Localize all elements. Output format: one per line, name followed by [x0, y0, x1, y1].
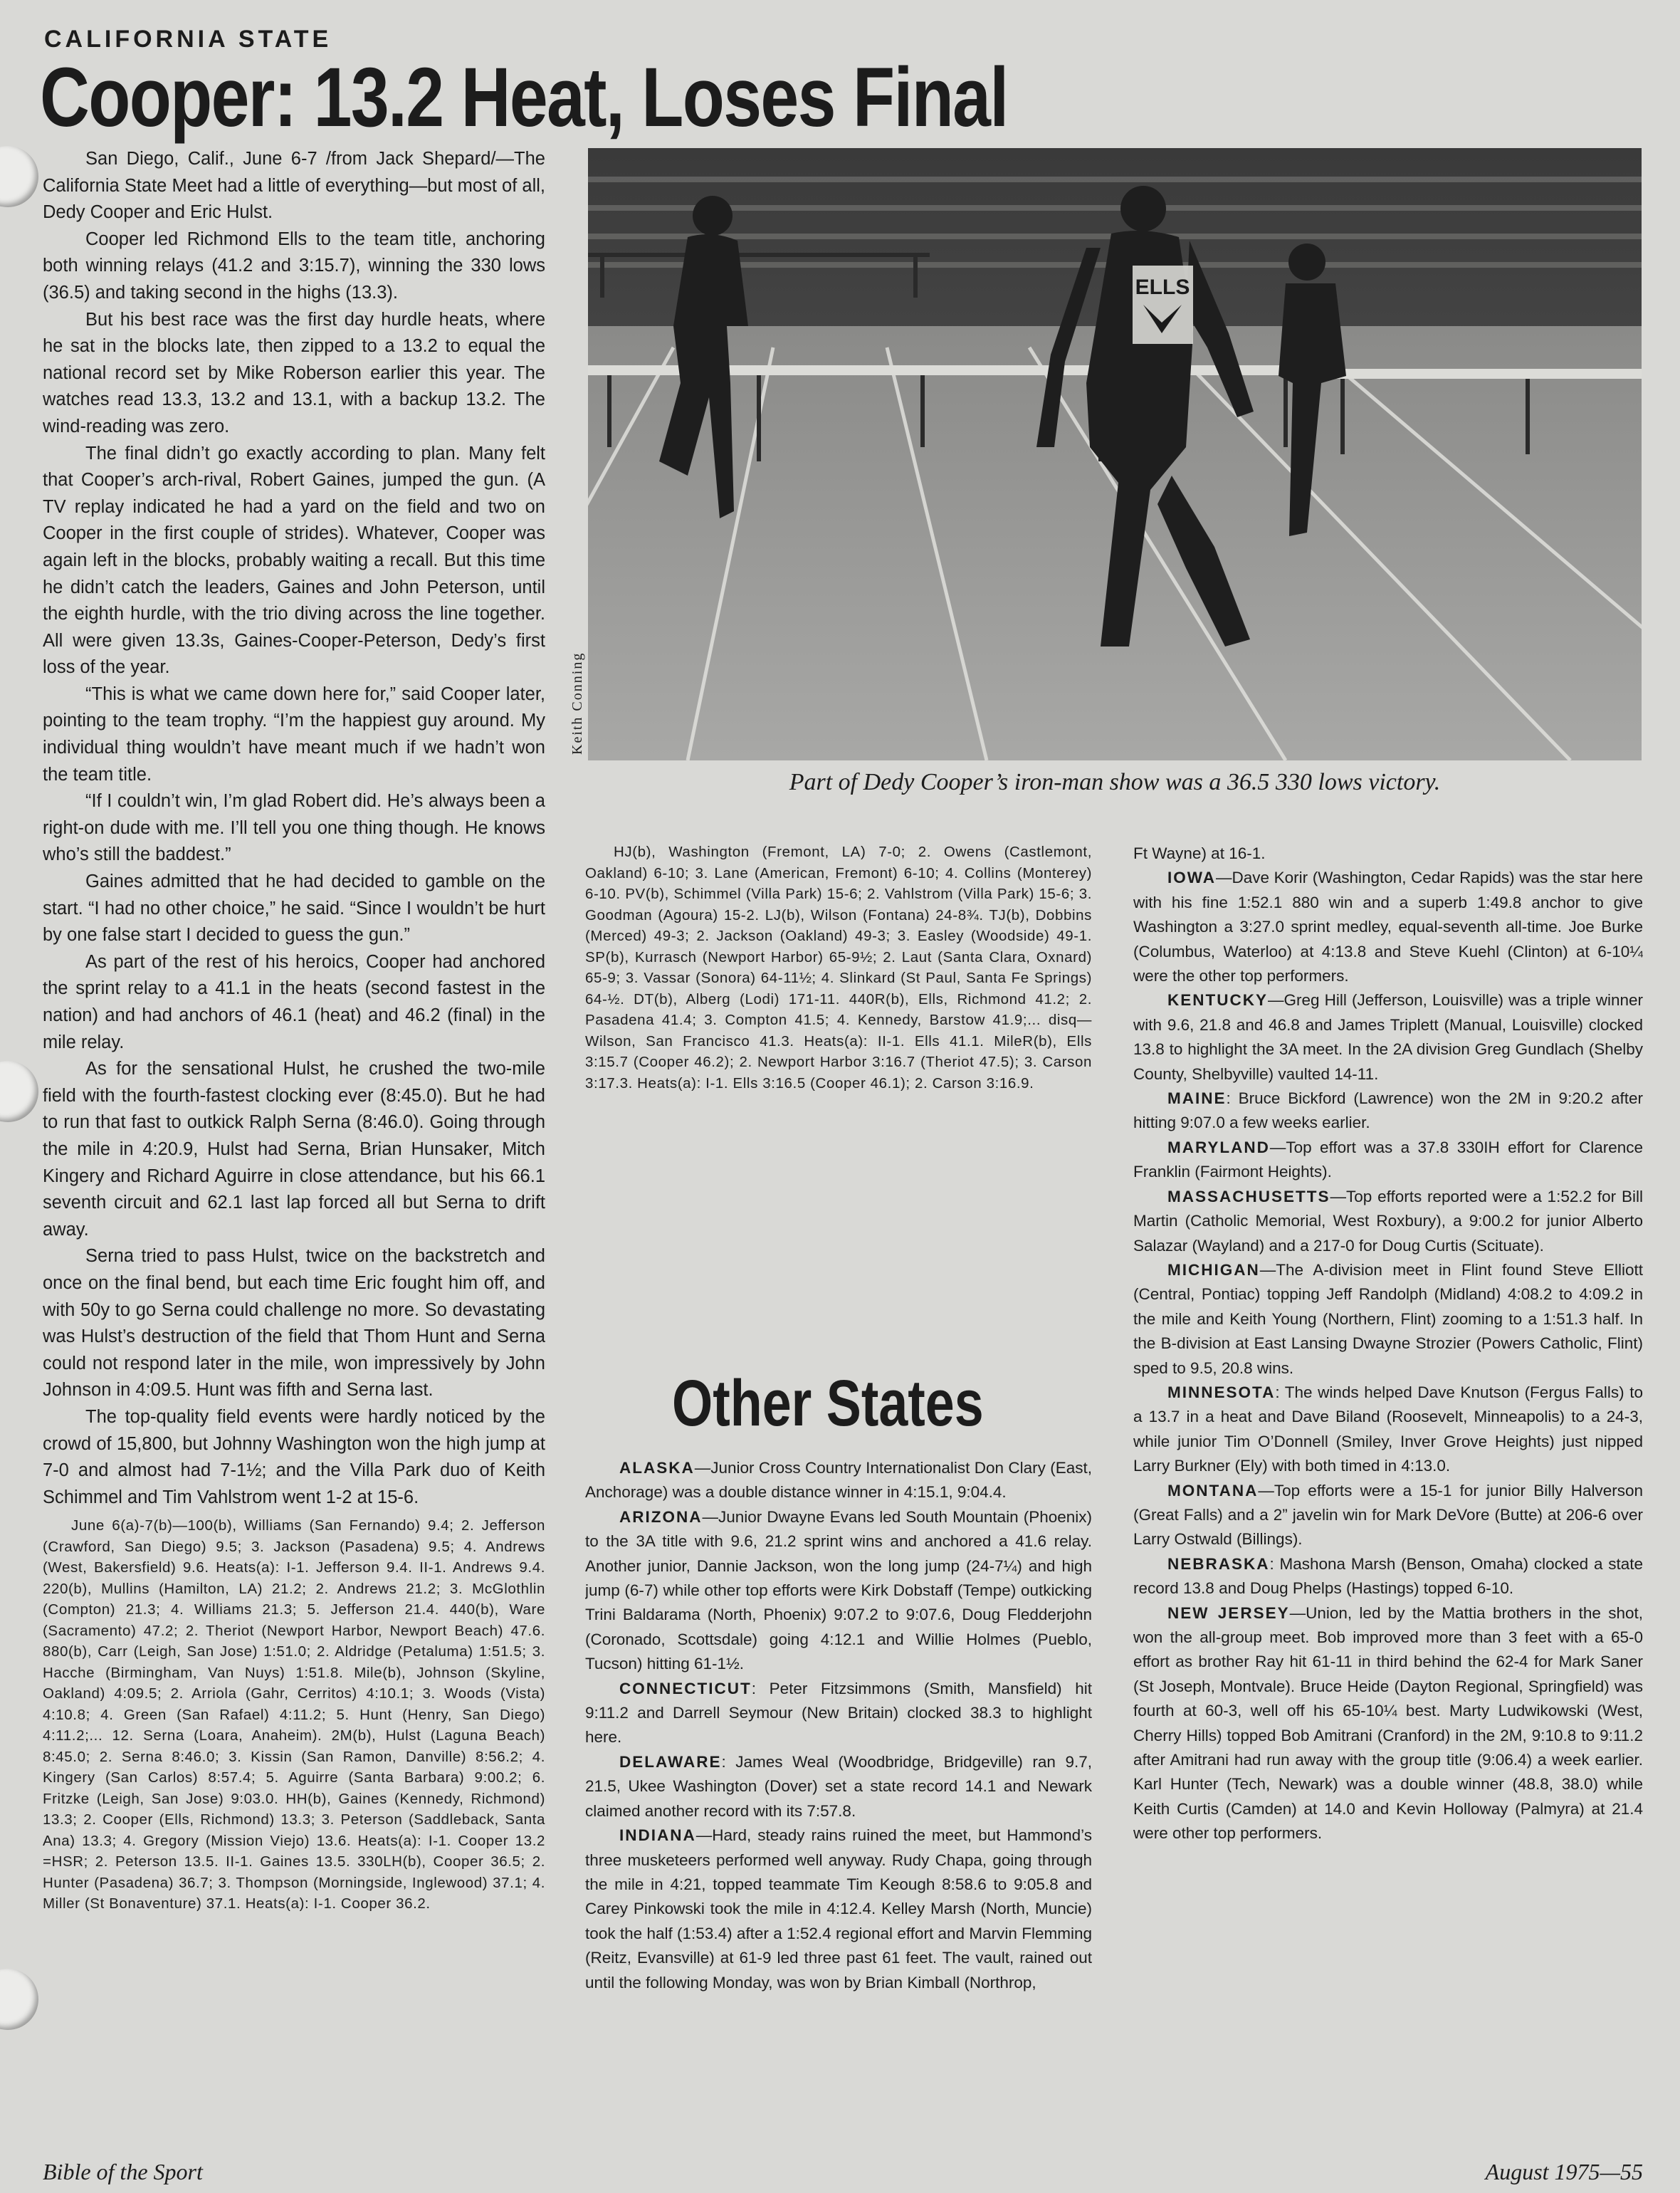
- story-paragraph: Cooper led Richmond Ells to the team title, anchoring both winning relays (41.2 and 3:15.7), winning the 330 lows (36.5) and taking second in the highs (13.3).: [43, 229, 545, 303]
- story-paragraph: As part of the rest of his heroics, Cooper had anchored the sprint relay to a 41.1 in the heats (second fastest in the nation) and had anchors of 46.1 (heat) and 46.2 (final) in the mile relay.: [43, 951, 545, 1052]
- binder-hole-bottom: [0, 1969, 38, 2030]
- state-name: MASSACHUSETTS: [1167, 1187, 1330, 1205]
- state-name: MARYLAND: [1167, 1138, 1270, 1156]
- other-states-column-right: [1133, 842, 1643, 2159]
- story-paragraph: “This is what we came down here for,” said Cooper later, pointing to the team trophy. “I’m the happiest guy around. My individual thing wouldn’t have meant much if we hadn’t won the team title.: [43, 684, 545, 785]
- binder-hole-middle: [0, 1061, 38, 1122]
- state-entry: KENTUCKY—Greg Hill (Jefferson, Louisville) was a triple winner with 9.6, 21.8 and 46.8 and James Triplett (Manual, Louisville) clocked 13.8 to highlight the 3A meet. In the 2A division Greg Gundlach (Shelby County, Shelbyville) vaulted 14-11.: [1133, 991, 1643, 1083]
- state-name: MONTANA: [1167, 1481, 1259, 1499]
- state-name: NEW JERSEY: [1167, 1603, 1290, 1622]
- state-name: MINNESOTA: [1167, 1383, 1276, 1401]
- story-paragraph: Gaines admitted that he had decided to gamble on the start. “I had no other choice,” he said. “Since I wouldn’t be hurt by one false start I decided to guess the gun.”: [43, 872, 545, 946]
- state-entry: MAINE: Bruce Bickford (Lawrence) won the 2M in 9:20.2 after hitting 9:07.0 a few weeks earlier.: [1133, 1089, 1643, 1132]
- state-entry: CONNECTICUT: Peter Fitzsimmons (Smith, Mansfield) hit 9:11.2 and Darrell Seymour (New Britain) clocked 38.3 to highlight here.: [585, 1679, 1092, 1747]
- story-paragraph: The final didn’t go exactly according to plan. Many felt that Cooper’s arch-rival, Robert Gaines, jumped the gun. (A TV replay indicated he had a yard on the field and two on Cooper in the first couple of strides). Whatever, Cooper was again left in the blocks, probably waiting a recall. But this time he didn’t catch the leaders, Gaines and John Peterson, until the eighth hurdle, with the trio diving across the line together. All were given 13.3s, Gaines-Cooper-Peterson, Dedy’s first loss of the year.: [43, 443, 545, 678]
- state-entry: ALASKA—Junior Cross Country Internationalist Don Clary (East, Anchorage) was a double distance winner in 4:15.1, 9:04.4.: [585, 1459, 1092, 1502]
- bib-text: ELLS: [1135, 276, 1190, 299]
- headline: Cooper: 13.2 Heat, Loses Final: [40, 51, 1008, 145]
- story-paragraph: San Diego, Calif., June 6-7 /from Jack Shepard/—The California State Meet had a little of everything—but most of all, Dedy Cooper and Eric Hulst.: [43, 149, 545, 223]
- state-entry: NEW JERSEY—Union, led by the Mattia brothers in the shot, won the all-group meet. Bob improved more than 3 feet with a 65-0 effort as brother Ray hit 61-11 in third behind the 62-4 for Mark Saner (St Joseph, Montvale). Bruce Heide (Dayton Regional, Springfield) was fourth at 60-3, well off his 65-10¼ best. Marty Ludwikowski (West, Cherry Hills) topped Bob Amitrani (Cranford) in the 2M, 9:10.8 to 9:11.2 after Amitrani had run away with the group title (9:06.4) a week earlier. Karl Hunter (Tech, Newark) was a double winner (48.8, 38.0) while Keith Curtis (Camden) at 14.0 and Kevin Holloway (Palmyra) at 21.4 were other top performers.: [1133, 1603, 1643, 1843]
- photo-credit: Keith Conning: [569, 651, 585, 755]
- other-states-heading: Other States: [672, 1367, 984, 1440]
- binder-hole-top: [0, 146, 38, 207]
- california-results-part2: [585, 842, 1092, 1340]
- section-kicker: CALIFORNIA STATE: [44, 26, 332, 53]
- state-name: MAINE: [1167, 1089, 1227, 1108]
- state-name: NEBRASKA: [1167, 1554, 1270, 1573]
- state-name: IOWA: [1167, 869, 1216, 887]
- other-states-column-left: [585, 1456, 1092, 2154]
- state-name: MICHIGAN: [1167, 1260, 1260, 1279]
- story-paragraph: As for the sensational Hulst, he crushed the two-mile field with the fourth-fastest clocking ever (8:45.0). But he had to run that fast to outkick Ralph Serna (8:46.0). Going through the mile in 4:20.9, Hulst had Serna, Brian Hunsaker, Mitch Kingery and Richard Aguirre in close attendance, but his 66.1 seventh circuit and 62.1 last lap forced all but Serna to drift away.: [43, 1059, 545, 1240]
- state-name: INDIANA: [619, 1826, 696, 1845]
- state-entry-continued: Ft Wayne) at 16-1.: [1133, 844, 1266, 862]
- state-entry: IOWA—Dave Korir (Washington, Cedar Rapids) was the star here with his fine 1:52.1 880 win and a superb 1:49.8 anchor to give Washington a 3:27.0 sprint medley, equal-seventh all-time. Joe Burke (Columbus, Waterloo) at 4:13.8 and Steve Kuehl (Clinton) at 6-10¼ were the other top performers.: [1133, 869, 1643, 985]
- state-entry: NEBRASKA: Mashona Marsh (Benson, Omaha) clocked a state record 13.8 and Doug Phelps (Hastings) topped 6-10.: [1133, 1554, 1643, 1598]
- state-entry: MINNESOTA: The winds helped Dave Knutson (Fergus Falls) to a 13.7 in a heat and Dave Biland (Roosevelt, Minneapolis) to a 24-3, while junior Tim O’Donnell (Smiley, Inver Grove Heights) just nipped Larry Burkner (Ely) with both timed in 4:13.0.: [1133, 1383, 1643, 1475]
- story-paragraph: But his best race was the first day hurdle heats, where he sat in the blocks late, then zipped to a 13.2 to equal the national record set by Mike Roberson earlier this year. The watches read 13.3, 13.2 and 13.1, with a backup 13.2. The wind-reading was zero.: [43, 309, 545, 436]
- story-paragraph: The top-quality field events were hardly noticed by the crowd of 15,800, but Johnny Washington won the high jump at 7-0 and almost had 7-1½; and the Villa Park duo of Keith Schimmel and Tim Vahlstrom went 1-2 at 15-6.: [43, 1406, 545, 1507]
- state-entry: MARYLAND—Top effort was a 37.8 330IH effort for Clarence Franklin (Fairmont Heights).: [1133, 1138, 1643, 1181]
- state-entry: MICHIGAN—The A-division meet in Flint found Steve Elliott (Central, Pontiac) topping Jeff Randolph (Midland) 4:08.2 to 4:09.2 in the mile and Keith Young (Northern, Flint) zooming to a 1:51.3 half. In the B-division at East Lansing Dwayne Strozier (Powers Catholic, Flint) sped to 9.5, 20.8 wins.: [1133, 1260, 1643, 1377]
- state-name: CONNECTICUT: [619, 1679, 752, 1697]
- california-results-part1: [43, 1515, 545, 1915]
- footer-publication: Bible of the Sport: [43, 2159, 203, 2184]
- results-paragraph: HJ(b), Washington (Fremont, LA) 7-0; 2. Owens (Castlemont, Oakland) 6-10; 3. Lane (American, Fremont) 6-10; 4. Collins (Monterey) 6-10. PV(b), Schimmel (Villa Park) 15-6; 2. Vahlstrom (Villa Park) 15-6; 3. Goodman (Agoura) 15-2. LJ(b), Wilson (Fontana) 24-8¾. TJ(b), Dobbins (Merced) 49-3; 2. Jackson (Oakland) 49-3; 3. Easley (Woodside) 49-1. SP(b), Kurrasch (Newport Harbor) 65-9½; 2. Laut (Santa Clara, Oxnard) 65-9; 3. Vassar (Sonora) 64-11½; 4. Slinkard (St Paul, Santa Fe Springs) 64-½. DT(b), Alberg (Lodi) 171-11. 440R(b), Ells, Richmond 41.2; 2. Pasadena 41.4; 3. Compton 41.5; 4. Kennedy, Barstow 41.9;... disq—Wilson, San Francisco 41.3. Heats(a): II-1. Ells 41.1. MileR(b), Ells 3:15.7 (Cooper 46.2); 2. Newport Harbor 3:16.7 (Theriot 47.5); 3. Carson 3:17.3. Heats(a): I-1. Ells 3:16.5 (Cooper 46.1); 2. Carson 3:16.9.: [585, 844, 1092, 1092]
- story-paragraph: Serna tried to pass Hulst, twice on the backstretch and once on the final bend, but each time Eric fought him off, and with 50y to go Serna could challenge no more. So devastating was Hulst’s destruction of the field that Thom Hunt and Serna could not respond later in the mile, won impressively by John Johnson in 4:09.5. Hunt was fifth and Serna last.: [43, 1246, 545, 1401]
- state-name: ARIZONA: [619, 1507, 703, 1526]
- story-paragraph: “If I couldn’t win, I’m glad Robert did. He’s always been a right-on dude with me. I’ll tell you one thing though. He knows who’s still the baddest.”: [43, 791, 545, 865]
- state-entry: MASSACHUSETTS—Top efforts reported were a 1:52.2 for Bill Martin (Catholic Memorial, West Roxbury), a 9:00.2 for junior Alberto Salazar (Wayland) and a 217-0 for Doug Curtis (Scituate).: [1133, 1187, 1643, 1255]
- hurdle-race-illustration: [588, 148, 1642, 760]
- photo-caption: Part of Dedy Cooper’s iron-man show was a 36.5 330 lows victory.: [789, 769, 1441, 795]
- race-photo: [588, 148, 1642, 760]
- state-entry: ARIZONA—Junior Dwayne Evans led South Mountain (Phoenix) to the 3A title with 9.6, 21.2 sprint wins and anchored a 41.6 relay. Another junior, Dannie Jackson, won the long jump (24-7¼) and high jump (6-7) while other top efforts were Kirk Dobstaff (Tempe) outkicking Trini Baldarama (North, Phoenix) 9:07.2 to 9:07.6, Doug Fledderjohn (Coronado, Scottsdale) going 4:12.1 and Willie Holmes (Pueblo, Tucson) hitting 61-1½.: [585, 1507, 1092, 1673]
- state-name: ALASKA: [619, 1459, 695, 1477]
- state-entry: MONTANA—Top efforts were a 15-1 for junior Billy Halverson (Great Falls) and a 2” javelin win for Mark DeVore (Butte) at 206-6 over Larry Ostwald (Billings).: [1133, 1481, 1643, 1549]
- footer-page-number: August 1975—55: [1485, 2159, 1643, 2184]
- state-entry: DELAWARE: James Weal (Woodbridge, Bridgeville) ran 9.7, 21.5, Ukee Washington (Dover) set a state record 14.1 and Newark claimed another record with its 7:57.8.: [585, 1752, 1092, 1820]
- results-paragraph: June 6(a)-7(b)—100(b), Williams (San Fernando) 9.4; 2. Jefferson (Crawford, San Diego) 9.5; 3. Jackson (Pasadena) 9.5; 4. Andrews (West, Bakersfield) 9.6. Heats(a): I-1. Jefferson 9.4. II-1. Andrews 9.4. 220(b), Mullins (Hamilton, LA) 21.2; 2. Andrews 21.2; 3. McGlothlin (Compton) 21.3; 4. Williams 21.3; 5. Jefferson 21.4. 440(b), Ware (Sacramento) 47.2; 2. Theriot (Newport Harbor, Newport Beach) 47.6. 880(b), Carr (Leigh, San Jose) 1:51.0; 2. Aldridge (Petaluma) 1:51.5; 3. Hacche (Birmingham, Van Nuys) 1:51.8. Mile(b), Johnson (Skyline, Oakland) 4:09.5; 2. Arriola (Gahr, Cerritos) 4:10.1; 3. Woods (Vista) 4:10.8; 4. Green (San Rafael) 4:11.2; 5. Hunt (Henry, San Diego) 4:11.2;... 12. Serna (Loara, Anaheim). 2M(b), Hulst (Laguna Beach) 8:45.0; 2. Serna 8:46.0; 3. Kissin (San Ramon, Danville) 8:56.2; 4. Kingery (San Carlos) 8:57.4; 5. Aguirre (Santa Barbara) 9:00.2; 6. Fritzke (Leigh, San Jose) 9:03.0. HH(b), Gaines (Kennedy, Richmond) 13.3; 2. Cooper (Ells, Richmond) 13.3; 3. Peterson (Saddleback, Santa Ana) 13.3; 4. Gregory (Mission Viejo) 13.6. Heats(a): I-1. Cooper 13.2 =HSR; 2. Peterson 13.5. II-1. Gaines 13.5. 330LH(b), Cooper 36.5; 2. Hunter (Pasadena) 36.7; 3. Thompson (Morningside, Inglewood) 37.1; 4. Miller (St Bonaventure) 37.1. Heats(a): I-1. Cooper 36.2.: [43, 1517, 545, 1912]
- state-name: DELAWARE: [619, 1752, 722, 1771]
- state-entry: INDIANA—Hard, steady rains ruined the meet, but Hammond’s three musketeers performed well anyway. Rudy Chapa, going through the mile in 4:21, topped teammate Tim Keough 8:58.6 to 9:05.8 and Carey Pinkowski took the mile in 4:12.4. Kelley Marsh (North, Muncie) took the half (1:53.4) after a 1:52.4 regional effort and Marvin Flemming (Reitz, Evansville) at 61-9 led three past 61 feet. The vault, rained out until the following Monday, was won by Brian Kimball (Northrop,: [585, 1826, 1092, 1992]
- state-name: KENTUCKY: [1167, 991, 1269, 1010]
- california-story-column: [43, 146, 545, 2147]
